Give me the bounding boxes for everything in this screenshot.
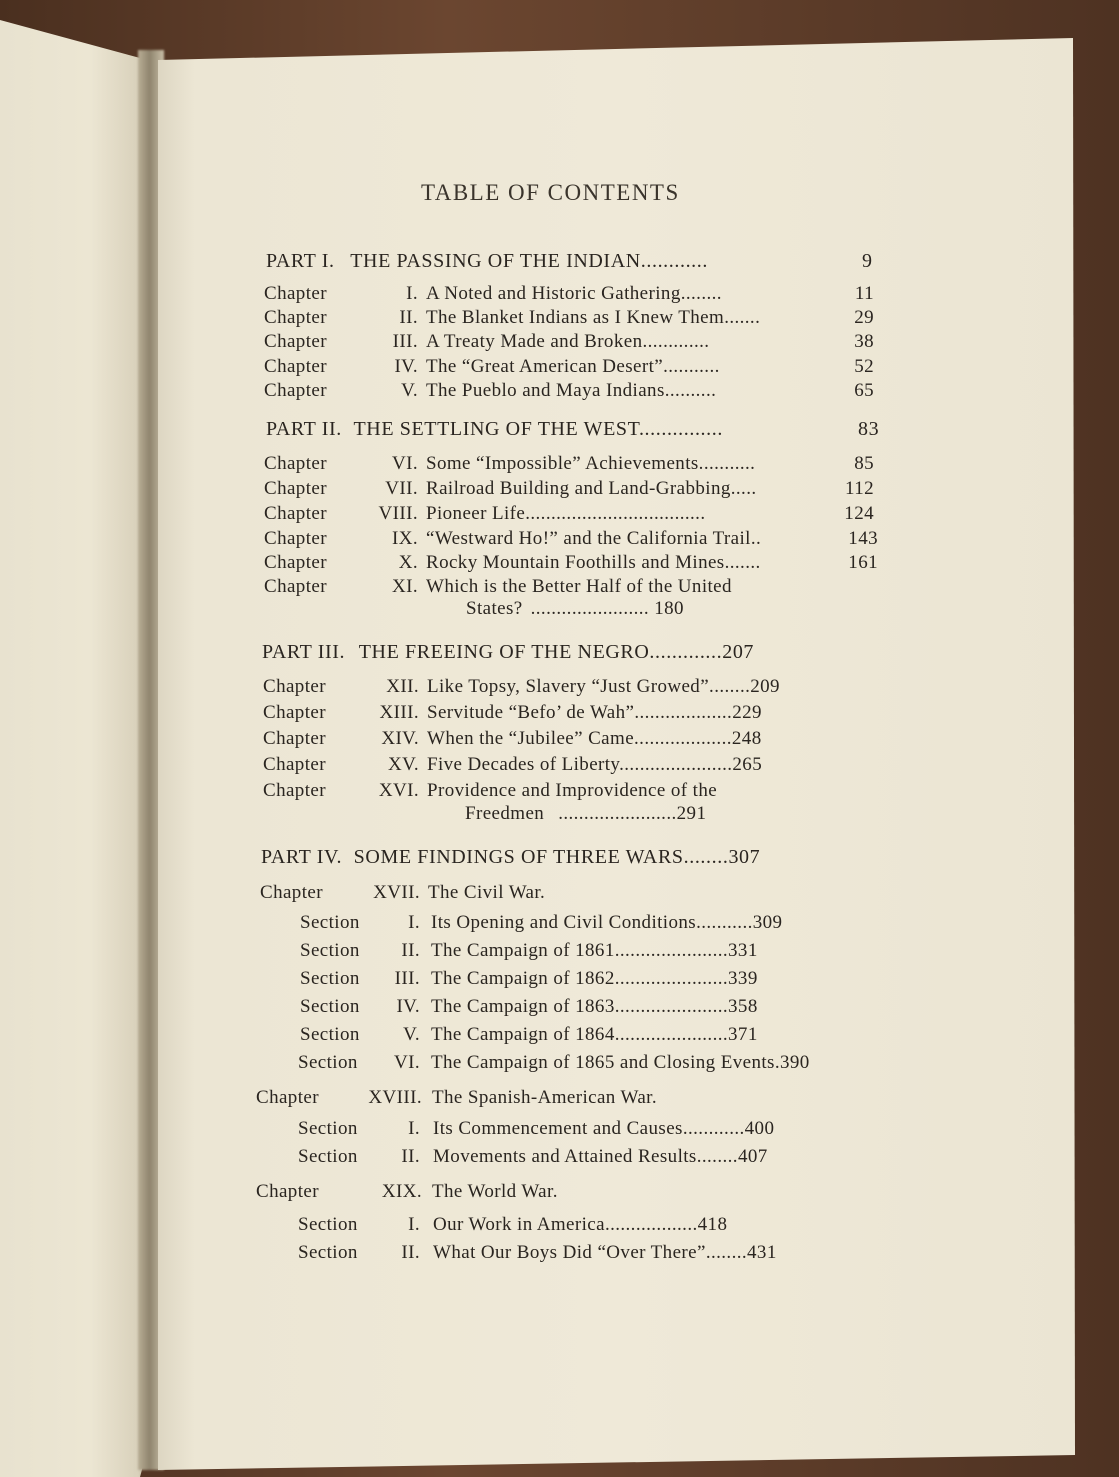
entry-kind: Chapter: [264, 380, 327, 401]
page-number: 52: [854, 356, 874, 377]
entry-number: IX.: [392, 528, 418, 549]
page-number: 143: [848, 528, 878, 549]
entry-number: IV.: [394, 356, 418, 377]
entry-number: I.: [408, 1214, 420, 1235]
entry-title: When the “Jubilee” Came...................248: [427, 728, 762, 749]
entry-number: I.: [408, 912, 420, 933]
leader-dots: .......: [724, 552, 761, 573]
entry-title: The Pueblo and Maya Indians..........: [426, 380, 717, 401]
part-label: PART IV.: [261, 846, 343, 868]
entry-number: V.: [403, 1024, 420, 1045]
page-number: 209: [750, 676, 780, 697]
toc-heading: TABLE OF CONTENTS: [421, 180, 680, 205]
leader-dots: ......................: [619, 754, 733, 775]
page-number: 11: [854, 283, 874, 304]
part-title: SOME FINDINGS OF THREE WARS: [353, 846, 684, 868]
leader-dots: ......................: [614, 1024, 729, 1045]
entry-kind: Chapter: [264, 307, 327, 328]
leader-dots: ......................: [614, 996, 729, 1017]
entry-title: “Westward Ho!” and the California Trail..: [426, 528, 762, 549]
entry-number: XVI.: [378, 780, 419, 801]
entry-kind: Chapter: [264, 528, 327, 549]
entry-number: XIII.: [379, 702, 419, 723]
page-number: 371: [728, 1024, 758, 1045]
entry-kind: Chapter: [264, 503, 327, 524]
part-heading: [266, 418, 880, 441]
entry-number: IV.: [396, 996, 420, 1017]
entry-title: The Spanish-American War.: [432, 1087, 657, 1108]
entry-title: Some “Impossible” Achievements...........: [426, 453, 756, 474]
leader-dots: .: [774, 1052, 780, 1073]
entry-title: The Campaign of 1861......................331: [431, 940, 758, 961]
entry-number: II.: [399, 307, 418, 328]
leader-dots: ...................: [634, 702, 733, 723]
entry-kind: Chapter: [256, 1087, 319, 1108]
entry-title: The Blanket Indians as I Knew Them.......: [426, 307, 761, 328]
entry-kind: Section: [300, 912, 360, 933]
part-heading: [266, 250, 873, 273]
leader-dots: ...................: [634, 728, 732, 749]
leader-dots: ......................: [614, 940, 729, 961]
entry-title: The “Great American Desert”...........: [426, 356, 720, 377]
leader-dots: .............: [649, 641, 723, 663]
entry-title: Rocky Mountain Foothills and Mines.......: [426, 552, 761, 573]
entry-title: Movements and Attained Results........407: [433, 1146, 768, 1167]
entry-number: XVIII.: [368, 1087, 422, 1108]
entry-number: II.: [401, 940, 420, 961]
entry-number: XIV.: [381, 728, 419, 749]
page-number: 358: [728, 996, 758, 1017]
leader-dots: .......................: [558, 803, 677, 824]
leader-dots: ........: [696, 1146, 738, 1167]
page-number: 83: [858, 418, 880, 440]
entry-number: VI.: [394, 1052, 420, 1073]
page-number: 331: [728, 940, 758, 961]
page-number: 180: [654, 598, 684, 619]
entry-kind: Chapter: [256, 1181, 319, 1202]
page-number: 400: [744, 1118, 775, 1139]
page-number: 307: [728, 846, 761, 868]
leader-dots: ............: [682, 1118, 745, 1139]
entry-number: XV.: [388, 754, 419, 775]
leader-dots: .......: [724, 307, 761, 328]
leader-dots: .....: [730, 478, 757, 499]
entry-number: III.: [394, 968, 420, 989]
part-heading: [262, 641, 754, 664]
entry-kind: Chapter: [264, 576, 327, 597]
entry-kind: Chapter: [263, 702, 326, 723]
page-number: 339: [728, 968, 758, 989]
entry-number: XII.: [386, 676, 419, 697]
entry-number: III.: [392, 331, 418, 352]
page-number: 124: [844, 503, 874, 524]
entry-number: XIX.: [381, 1181, 422, 1202]
entry-title: Its Commencement and Causes............400: [433, 1118, 775, 1139]
page-number: 229: [732, 702, 762, 723]
entry-kind: Section: [300, 968, 360, 989]
entry-title: The Campaign of 1865 and Closing Events.390: [431, 1052, 810, 1073]
entry-number: II.: [401, 1242, 420, 1263]
page-number: 38: [854, 331, 874, 352]
leader-dots: .............: [642, 331, 710, 352]
leader-dots: ........: [680, 283, 722, 304]
entry-title: A Treaty Made and Broken.............: [426, 331, 710, 352]
entry-kind: Chapter: [263, 754, 326, 775]
part-title: THE FREEING OF THE NEGRO: [358, 641, 650, 663]
entry-title: The Campaign of 1863......................358: [431, 996, 758, 1017]
entry-number: I.: [406, 283, 418, 304]
leader-dots: ........: [683, 846, 729, 868]
entry-title: The Civil War.: [428, 882, 546, 903]
entry-title: What Our Boys Did “Over There”........431: [433, 1242, 777, 1263]
leader-dots: ...........: [663, 356, 720, 377]
page-number: 248: [731, 728, 762, 749]
entry-title: Railroad Building and Land-Grabbing.....: [426, 478, 757, 499]
page-number: 418: [697, 1214, 728, 1235]
leader-dots: ...........: [696, 912, 753, 933]
entry-kind: Chapter: [264, 453, 327, 474]
entry-number: XI.: [392, 576, 418, 597]
entry-kind: Section: [298, 1242, 358, 1263]
entry-kind: Chapter: [260, 882, 323, 903]
page-number: 390: [780, 1052, 810, 1073]
entry-kind: Section: [300, 996, 360, 1017]
page-number: 29: [854, 307, 874, 328]
entry-title: The World War.: [432, 1181, 558, 1202]
entry-number: XVII.: [373, 882, 420, 903]
leader-dots: ......................: [614, 968, 729, 989]
entry-kind: Chapter: [264, 552, 327, 573]
entry-kind: Chapter: [264, 478, 327, 499]
entry-number: I.: [408, 1118, 420, 1139]
entry-kind: Section: [300, 940, 360, 961]
entry-title: Which is the Better Half of the United: [426, 576, 732, 597]
leader-dots: ...........: [698, 453, 756, 474]
leader-dots: ...............: [638, 418, 723, 440]
entry-kind: Chapter: [263, 780, 326, 801]
page-number: 207: [722, 641, 755, 663]
entry-continuation: Freedmen .......................291: [465, 803, 707, 824]
leader-dots: ........: [705, 1242, 748, 1263]
entry-title: A Noted and Historic Gathering........: [426, 283, 722, 304]
page-number: 65: [854, 380, 874, 401]
page-number: 265: [732, 754, 763, 775]
entry-title: Like Topsy, Slavery “Just Growed”........209: [427, 676, 780, 697]
entry-title: Our Work in America..................418: [433, 1214, 728, 1235]
leader-dots: ..........: [664, 380, 717, 401]
page-number: 407: [737, 1146, 768, 1167]
entry-number: II.: [401, 1146, 420, 1167]
entry-title: The Campaign of 1864......................371: [431, 1024, 758, 1045]
leader-dots: ........: [709, 676, 751, 697]
entry-number: X.: [398, 552, 418, 573]
entry-title: Servitude “Befo’ de Wah”...................229: [427, 702, 762, 723]
part-title: THE PASSING OF THE INDIAN: [350, 250, 641, 272]
leader-dots: ..................: [604, 1214, 698, 1235]
entry-number: VIII.: [378, 503, 418, 524]
entry-kind: Section: [300, 1024, 360, 1045]
page-number: 161: [848, 552, 878, 573]
page-number: 85: [854, 453, 874, 474]
entry-kind: Section: [298, 1146, 358, 1167]
entry-number: VII.: [385, 478, 418, 499]
leader-dots: ............: [640, 250, 708, 272]
page-number: 431: [747, 1242, 777, 1263]
entry-continuation: States? ....................... 180: [466, 598, 684, 619]
entry-kind: Chapter: [263, 728, 326, 749]
part-label: PART III.: [262, 641, 346, 663]
leader-dots: ..: [750, 528, 762, 549]
entry-kind: Section: [298, 1052, 358, 1073]
entry-kind: Section: [298, 1214, 358, 1235]
entry-title: Pioneer Life...................................: [426, 503, 706, 524]
entry-title: Five Decades of Liberty......................265: [427, 754, 763, 775]
page-number: 9: [862, 250, 873, 272]
entry-kind: Chapter: [264, 331, 327, 352]
page-number: 112: [845, 478, 874, 499]
page-number: 291: [676, 803, 707, 824]
leader-dots: ...................................: [525, 503, 706, 524]
entry-kind: Chapter: [264, 356, 327, 377]
part-heading: [261, 846, 760, 869]
entry-number: V.: [401, 380, 418, 401]
entry-kind: Chapter: [264, 283, 327, 304]
entry-kind: Section: [298, 1118, 358, 1139]
part-label: PART II.: [266, 418, 342, 440]
page-number: 309: [752, 912, 783, 933]
leader-dots: .......................: [530, 598, 650, 619]
entry-title: Providence and Improvidence of the: [427, 780, 718, 801]
entry-title: Its Opening and Civil Conditions...........309: [431, 912, 783, 933]
part-title: THE SETTLING OF THE WEST: [353, 418, 639, 440]
entry-title: The Campaign of 1862......................339: [431, 968, 758, 989]
part-label: PART I.: [266, 250, 335, 272]
entry-number: VI.: [392, 453, 418, 474]
entry-kind: Chapter: [263, 676, 326, 697]
